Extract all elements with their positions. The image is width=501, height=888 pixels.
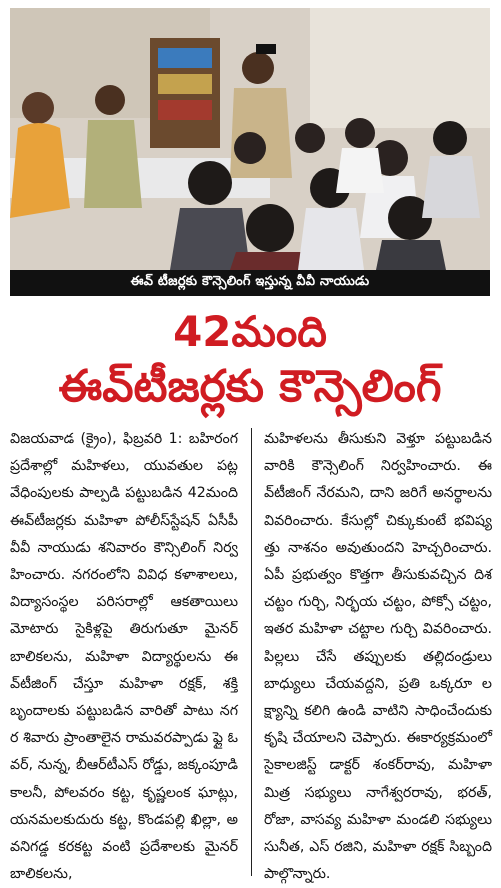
headline-line-2: ఈవ్‌టీజర్లకు కౌన్సెలింగ్	[58, 361, 442, 412]
photo-illustration	[10, 8, 490, 270]
headline-line-1: 42మంది	[173, 307, 327, 356]
headline	[10, 306, 490, 416]
column-divider	[251, 428, 252, 876]
article-column-1: విజయవాడ (క్రైం), ఫిబ్రవరి 1: బహిరంగ ప్రదేశాల్లో మహిళలు, యువతుల పట్ల వేధింపులకు పాల్పడి పట్టుబడిన 42మంది ఈవ్‌టీజర్లకు మహిళా పోలీస్‌స్టేషన్ ఏసీపీ వీవీ నాయుడు శనివారం కౌన్సిలింగ్ నిర్వహించారు. నగరంలోని వివిధ కళాశాలలు, విద్యాసంస్థల పరిసరాల్లో ఆకతాయిలు మోటారు సైకిళ్లపై తిరుగుతూ మైనర్ బాలికలను, మహిళా విద్యార్థులను ఈవ్‌టీజింగ్ చేస్తూ మహిళా రక్షక్, శక్తి బృందాలకు పట్టుబడిన వారితో పాటు నగర శివారు ప్రాంతాలైన రామవరప్పాడు ఫ్లై ఓవర్, నున్న, బీఆర్‌టీఎస్ రోడ్డు, జక్కంపూడి కాలనీ, పోలవరం కట్ట, కృష్ణలంక ఘాట్లు, యనమలకుదురు కట్ట, కొండపల్లి ఖిల్లా, అవనిగడ్డ కరకట్ట వంటి ప్రదేశాలకు మైనర్ బాలికలను,	[10, 431, 238, 883]
photo-caption: ఈవ్ టీజర్లకు కౌన్సెలింగ్ ఇస్తున్న వీవీ నాయుడు	[10, 270, 490, 296]
article-body	[10, 426, 492, 883]
article-column-2: మహిళలను తీసుకుని వెళ్తూ పట్టుబడిన వారికి కౌన్సెలింగ్ నిర్వహించారు. ఈవ్‌టీజింగ్ నేరమని, దాని జరిగే అనర్థాలను వివరించారు. కేసుల్లో చిక్కుకుంటే భవిష్యత్తు నాశనం అవుతుందని హెచ్చరించారు. ఏపీ ప్రభుత్వం కొత్తగా తీసుకువచ్చిన దిశ చట్టం గుర్చి, నిర్భయ చట్టం, పోక్సో చట్టం, ఇతర మహిళా చట్టాల గుర్చి వివరించారు. పిల్లలు చేసే తప్పులకు తల్లిదండ్రులు బాధ్యులు చేయవద్దని, ప్రతి ఒక్కరూ లక్ష్యాన్ని కలిగి ఉండి వాటిని సాధించేందుకు కృషి చేయాలని చెప్పారు. ఈకార్యక్రమంలో సైకాలజిస్ట్ డాక్టర్ శంకర్‌రావు, మహిళా మిత్ర సభ్యులు నాగేశ్వరరావు, భరత్, రోజా, వాసవ్య మహిళా మండలి సభ్యులు సునీత, ఎస్ రజిని, మహిళా రక్షక్ సిబ్బంది పాల్గొన్నారు.	[264, 431, 492, 883]
news-photo	[10, 8, 490, 270]
